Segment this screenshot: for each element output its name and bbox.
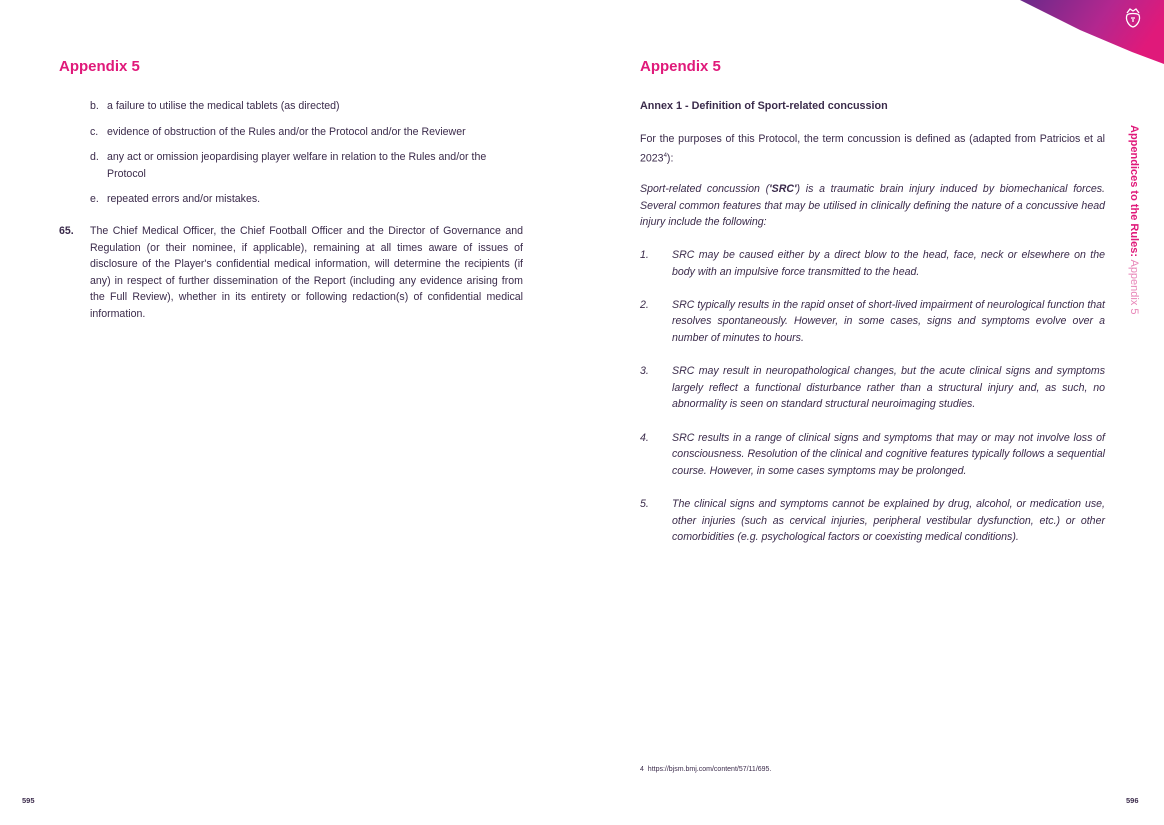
intro-text: For the purposes of this Protocol, the term concussion is defined as (adapted from Patricios et al 2023 [640, 133, 1105, 165]
definition-prefix: Sport-related concussion ( [640, 183, 770, 195]
footnote-link[interactable]: https://bjsm.bmj.com/content/57/11/695. [647, 766, 772, 773]
sub-item-list [90, 98, 524, 217]
item-text: repeated errors and/or mistakes. [107, 193, 261, 206]
list-item [90, 191, 524, 208]
feature-text: SRC results in a range of clinical signs and symptoms that may or may not involve loss of consciousness. Resolution of the clinical and cognitive features typically follows a sequential course. However, in some cases symptoms may be prolonged. [672, 431, 1105, 477]
rule-text: The Chief Medical Officer, the Chief Football Officer and the Director of Governance and Regulation (or their nominee, if applicable), remaining at all times aware of issues of disclosure of the Player's confidential medical information, will determine the recipients (if any) in respect of further dissemination of the Report (including any evidence arising from the Full Review), whether in its entirety or following redaction(s) of confidential medical information. [90, 225, 523, 320]
section-side-tab [1128, 125, 1140, 315]
item-text: evidence of obstruction of the Rules and/or the Protocol and/or the Reviewer [107, 125, 466, 138]
rule-number: 65. [59, 225, 74, 237]
list-item [640, 247, 1105, 280]
feature-number: 1. [640, 249, 649, 261]
side-tab-bold: Appendices to the Rules: [1128, 125, 1140, 258]
definition-paragraph [640, 181, 1105, 231]
definition-term: 'SRC' [769, 183, 797, 195]
feature-number: 2. [640, 298, 649, 311]
feature-text: SRC may result in neuropathological changes, but the acute clinical signs and symptoms largely reflect a functional disturbance rather than a structural injury and, as such, no abnormality is seen on standard structural neuroimaging studies. [672, 365, 1105, 411]
feature-number: 4. [640, 431, 649, 444]
intro-paragraph [640, 131, 1105, 167]
item-letter: d. [90, 151, 99, 164]
footnote-number: 4 [640, 766, 644, 773]
corner-shape [1020, 0, 1164, 64]
feature-text: SRC typically results in the rapid onset of short-lived impairment of neurological function that resolves spontaneously. However, in some cases, signs and symptoms evolve over a number of minutes to hours. [672, 298, 1105, 344]
page-heading: Appendix 5 [640, 58, 721, 75]
list-item [90, 124, 524, 141]
feature-number: 3. [640, 365, 649, 378]
rule-65 [59, 223, 523, 323]
intro-end: ): [666, 152, 674, 165]
item-text: any act or omission jeopardising player welfare in relation to the Rules and/or the Protocol [107, 151, 487, 180]
item-text: a failure to utilise the medical tablets (as directed) [107, 100, 340, 112]
side-tab-light: Appendix 5 [1128, 257, 1140, 315]
feature-list [640, 247, 1105, 562]
item-letter: c. [90, 125, 99, 138]
list-item [640, 297, 1105, 347]
page-number: 595 [22, 796, 35, 805]
footnote [640, 766, 771, 773]
item-letter: e. [90, 193, 99, 206]
list-item [640, 496, 1105, 546]
page-number: 596 [1126, 796, 1139, 805]
annex-title: Annex 1 - Definition of Sport-related concussion [640, 100, 888, 112]
definition-rest: ) is a traumatic brain injury induced by biomechanical forces. Several common features that may be utilised in clinically defining the nature of a concussive head injury include the following: [640, 183, 1106, 229]
feature-text: SRC may be caused either by a direct blow to the head, face, neck or elsewhere on the body with an impulsive force transmitted to the head. [672, 249, 1105, 278]
corner-banner [1020, 0, 1164, 66]
right-page [582, 0, 1164, 825]
list-item [640, 430, 1105, 480]
item-letter: b. [90, 100, 99, 112]
page-heading: Appendix 5 [59, 58, 140, 75]
feature-number: 5. [640, 497, 649, 510]
feature-text: The clinical signs and symptoms cannot be explained by drug, alcohol, or medication use, other injuries (such as cervical injuries, peripheral vestibular dysfunction, etc.) or other comorbidities (e.g. psychological factors or coexisting medical conditions). [672, 497, 1105, 544]
footnote-ref: 4 [663, 152, 667, 159]
list-item [90, 149, 524, 182]
list-item [90, 98, 524, 115]
list-item [640, 363, 1105, 413]
